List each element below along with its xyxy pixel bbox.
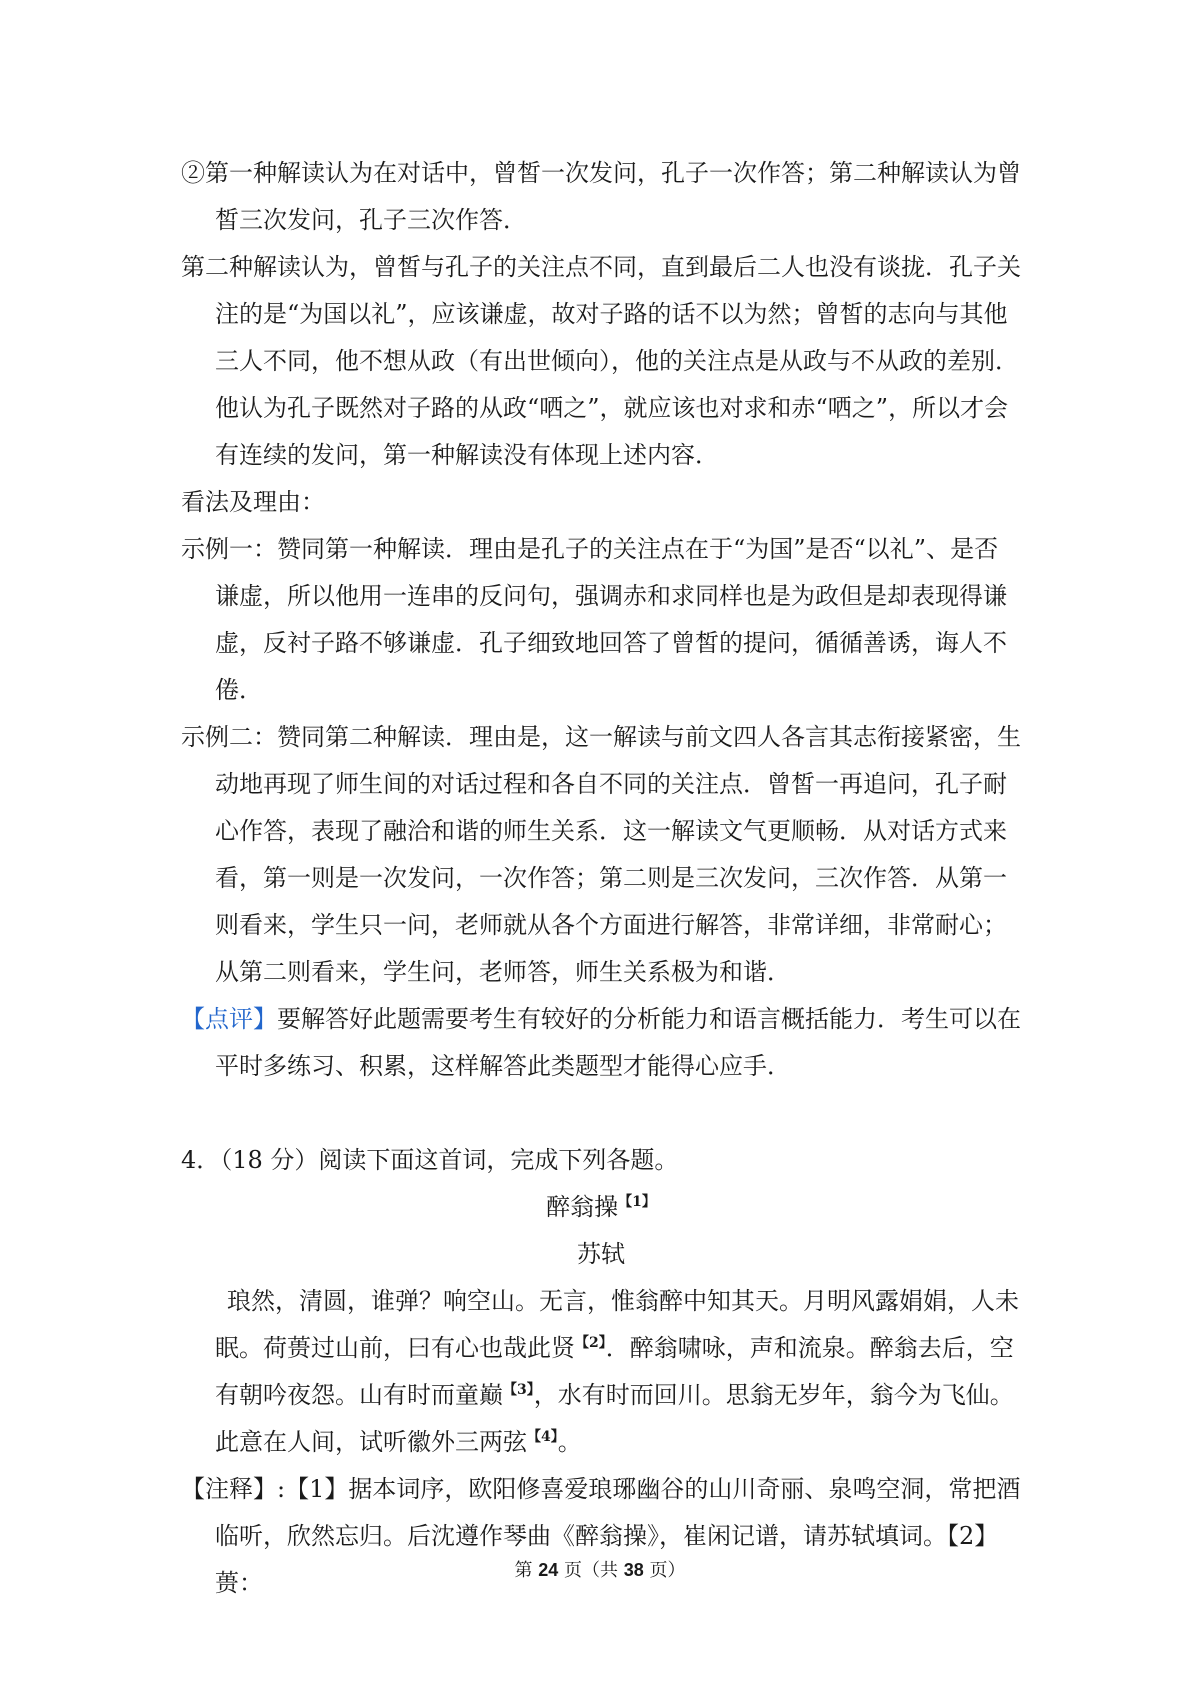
comment-paragraph (181, 996, 1021, 1090)
footer-suffix: 页） (643, 1560, 686, 1581)
footer-middle: 页（共 (558, 1560, 624, 1581)
poem-title: 醉翁操 (546, 1193, 619, 1221)
poem-author: 苏轼 (577, 1240, 625, 1268)
answer-paragraph-2: ②第一种解读认为在对话中，曾皙一次发问，孔子一次作答；第二种解读认为曾皙三次发问，孔子三次作答． (181, 159, 1021, 234)
footer-prefix: 第 (514, 1560, 539, 1581)
poem-notes: 【注释】:【1】据本词序，欧阳修喜爱琅琊幽谷的山川奇丽、泉鸣空洞，常把酒临听，欣然忘归。后沈遵作琴曲《醉翁操》，崔闲记谱，请苏轼填词。【2】蒉： (181, 1475, 1021, 1597)
poem-text-part-3: ，水有时而回川。思翁无岁年，翁今为飞仙。此意在人间，试听徽外三两弦 (215, 1381, 1014, 1456)
footnote-ref-2: 【2】 (575, 1335, 606, 1351)
footer-page-number: 24 (538, 1560, 559, 1580)
opinion-heading: 看法及理由： (181, 488, 325, 516)
example-two-paragraph: 示例二：赞同第二种解读．理由是，这一解读与前文四人各言其志衔接紧密，生动地再现了师生间的对话过程和各自不同的关注点．曾皙一再追问，孔子耐心作答，表现了融洽和谐的师生关系．这一解读文气更顺畅．从对话方式来看，第一则是一次发问，一次作答；第二则是三次发问，三次作答．从第一则看来，学生只一问，老师就从各个方面进行解答，非常详细，非常耐心；从第二则看来，学生问，老师答，师生关系极为和谐． (181, 723, 1021, 986)
poem-text-part-2: ．醉翁啸咏，声和流泉。醉翁去后，空有朝吟夜怨。山有时而童巅 (215, 1334, 1014, 1409)
second-reading-paragraph: 第二种解读认为，曾皙与孔子的关注点不同，直到最后二人也没有谈拢．孔子关注的是“为国以礼”，应该谦虚，故对子路的话不以为然；曾皙的志向与其他三人不同，他不想从政（有出世倾向），他的关注点是从政与不从政的差别．他认为孔子既然对子路的从政“哂之”，就应该也对求和赤“哂之”，所以才会有连续的发问，第一种解读没有体现上述内容． (181, 253, 1021, 469)
comment-label: 【点评】 (181, 1005, 277, 1033)
footnote-ref-3: 【3】 (503, 1382, 534, 1398)
poem-text-part-1: 琅然，清圆，谁弹？响空山。无言，惟翁醉中知其天。月明风露娟娟，人未眠。荷蒉过山前，曰有心也哉此贤 (215, 1287, 1019, 1362)
page-content (181, 150, 1021, 1607)
example-one-paragraph: 示例一：赞同第一种解读．理由是孔子的关注点在于“为国”是否“以礼”、是否谦虚，所以他用一连串的反问句，强调赤和求同样也是为政但是却表现得谦虚，反衬子路不够谦虚．孔子细致地回答了曾皙的提问，循循善诱，诲人不倦． (181, 535, 1007, 704)
footnote-ref-4: 【4】 (527, 1429, 558, 1445)
poem-title-footnote-ref: 【1】 (618, 1194, 656, 1210)
question-4-title: 4．（18 分）阅读下面这首词，完成下列各题。 (181, 1146, 679, 1174)
footer-total-pages: 38 (623, 1560, 644, 1580)
poem-text-part-4: 。 (557, 1428, 582, 1456)
poem-body (181, 1278, 1021, 1466)
poem-title-line (181, 1184, 1021, 1231)
page-footer (0, 1558, 1200, 1583)
comment-text: 要解答好此题需要考生有较好的分析能力和语言概括能力．考生可以在平时多练习、积累，这样解答此类题型才能得心应手． (215, 1005, 1021, 1080)
